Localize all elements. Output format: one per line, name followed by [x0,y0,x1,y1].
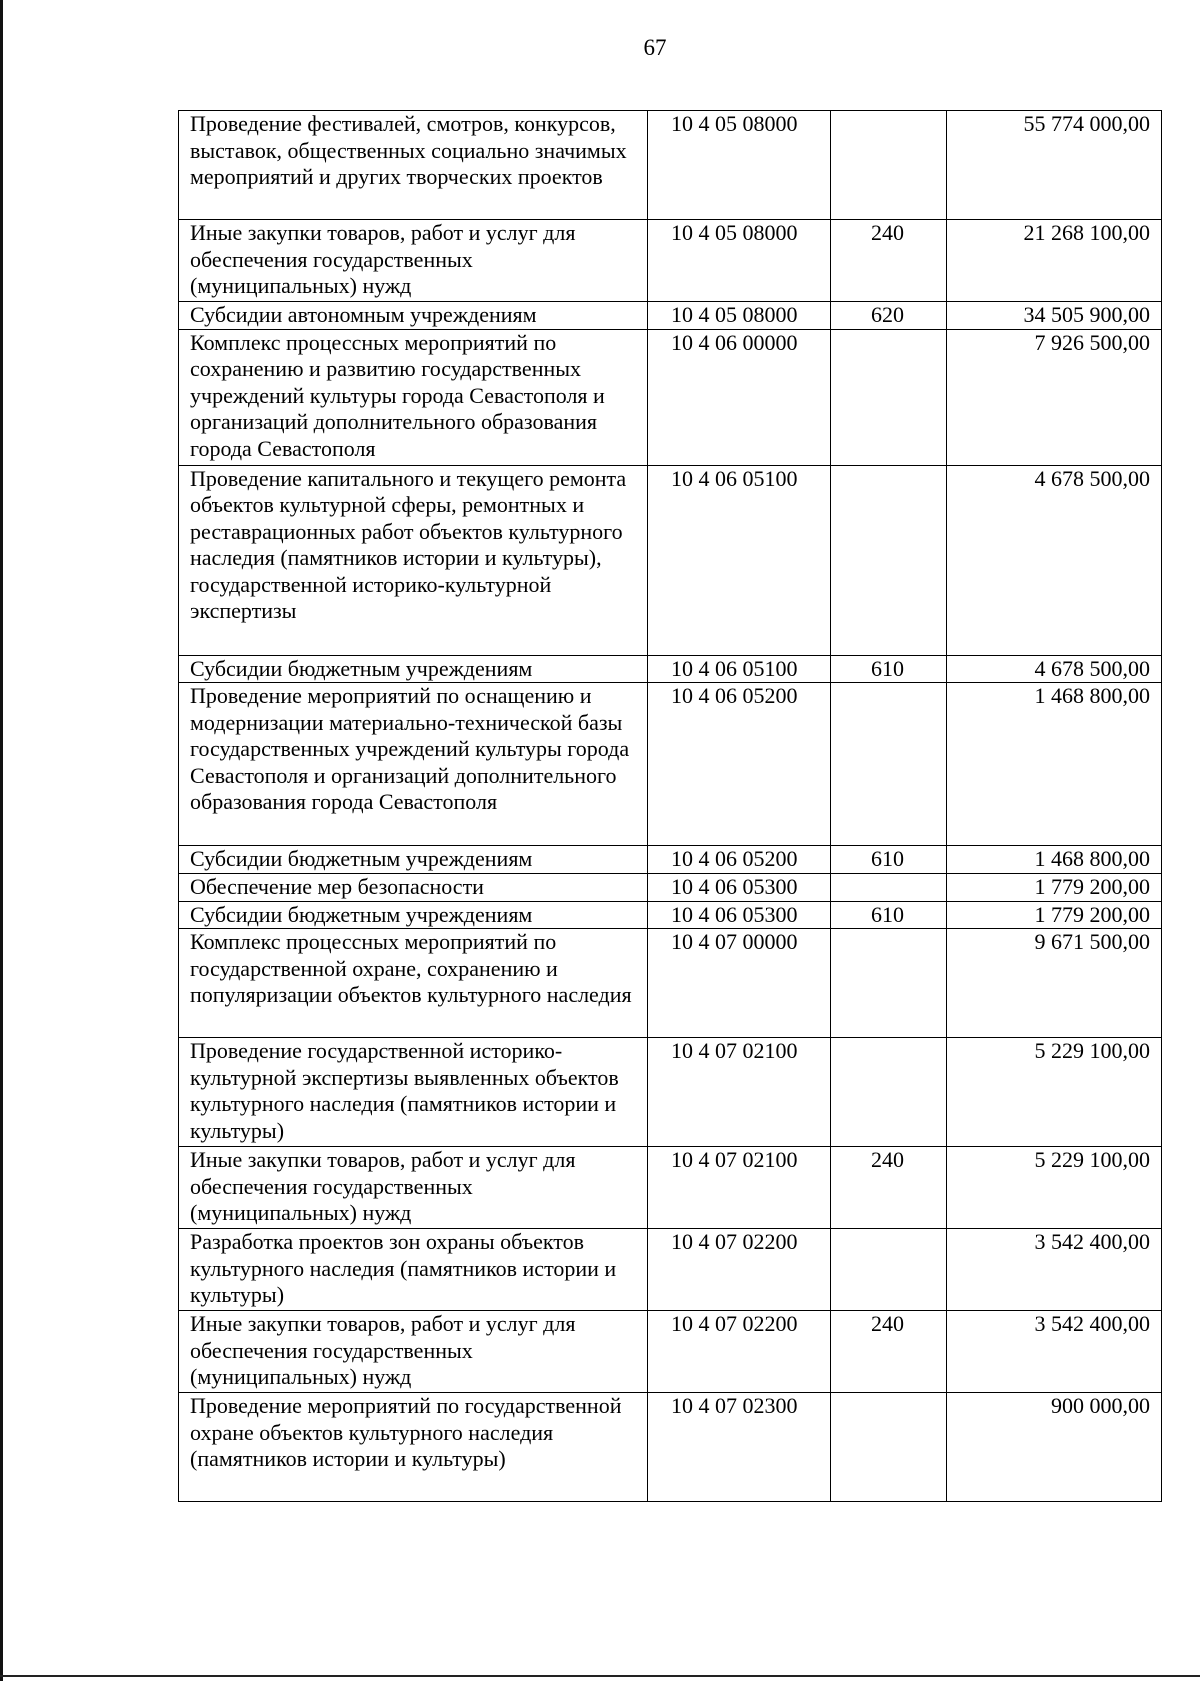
row-name-cell: Разработка проектов зон охраны объектов культурного наследия (памятников истории и культуры) [179,1229,648,1311]
row-code-cell: 10 4 07 02100 [648,1147,831,1229]
table-row [179,220,1162,302]
row-amount-cell: 1 779 200,00 [947,873,1162,901]
row-name-cell: Иные закупки товаров, работ и услуг для обеспечения государственных (муниципальных) нужд [179,1311,648,1393]
table-row [179,846,1162,874]
row-name-cell: Комплекс процессных мероприятий по государственной охране, сохранению и популяризации объектов культурного наследия [179,929,648,1038]
row-name-cell: Обеспечение мер безопасности [179,873,648,901]
row-name-cell: Комплекс процессных мероприятий по сохранению и развитию государственных учреждений культуры города Севастополя и организаций дополнительного образования города Севастополя [179,329,648,465]
row-amount-cell: 1 779 200,00 [947,901,1162,929]
row-expense-type-cell: 610 [831,846,947,874]
row-amount-cell: 5 229 100,00 [947,1038,1162,1147]
row-name-cell: Проведение государственной историко-культурной экспертизы выявленных объектов культурного наследия (памятников истории и культуры) [179,1038,648,1147]
table-row [179,873,1162,901]
row-amount-cell: 4 678 500,00 [947,655,1162,683]
row-code-cell: 10 4 06 05300 [648,873,831,901]
row-amount-cell: 900 000,00 [947,1393,1162,1502]
row-name-cell: Иные закупки товаров, работ и услуг для обеспечения государственных (муниципальных) нужд [179,220,648,302]
row-code-cell: 10 4 06 05100 [648,655,831,683]
row-code-cell: 10 4 06 05300 [648,901,831,929]
row-name-cell: Субсидии бюджетным учреждениям [179,846,648,874]
table-row [179,1311,1162,1393]
row-amount-cell: 7 926 500,00 [947,329,1162,465]
row-name-cell: Проведение мероприятий по оснащению и модернизации материально-технической базы государственных учреждений культуры города Севастополя и организаций дополнительного образования города Севастополя [179,683,648,846]
row-name-cell: Проведение капитального и текущего ремонта объектов культурной сферы, ремонтных и реставрационных работ объектов культурного наследия (памятников истории и культуры), государственной историко-культурной экспертизы [179,465,648,655]
row-expense-type-cell: 240 [831,220,947,302]
row-amount-cell: 55 774 000,00 [947,111,1162,220]
row-expense-type-cell [831,873,947,901]
row-code-cell: 10 4 05 08000 [648,111,831,220]
row-name-cell: Проведение мероприятий по государственной охране объектов культурного наследия (памятников истории и культуры) [179,1393,648,1502]
row-expense-type-cell [831,929,947,1038]
table-row [179,1229,1162,1311]
table-row [179,929,1162,1038]
row-code-cell: 10 4 06 00000 [648,329,831,465]
row-name-cell: Субсидии бюджетным учреждениям [179,901,648,929]
row-code-cell: 10 4 07 00000 [648,929,831,1038]
table-row [179,111,1162,220]
table-row [179,901,1162,929]
row-expense-type-cell: 240 [831,1311,947,1393]
page-number: 67 [643,35,667,60]
table-row [179,683,1162,846]
row-expense-type-cell [831,1038,947,1147]
row-amount-cell: 1 468 800,00 [947,683,1162,846]
table-row [179,329,1162,465]
row-expense-type-cell: 620 [831,302,947,330]
scan-border-left [0,0,3,1681]
row-code-cell: 10 4 06 05200 [648,683,831,846]
table-row [179,1038,1162,1147]
row-expense-type-cell [831,683,947,846]
row-code-cell: 10 4 07 02200 [648,1229,831,1311]
row-code-cell: 10 4 06 05100 [648,465,831,655]
row-expense-type-cell: 610 [831,901,947,929]
row-code-cell: 10 4 05 08000 [648,220,831,302]
budget-table [178,110,1162,1502]
row-expense-type-cell: 240 [831,1147,947,1229]
scan-border-bottom [0,1675,1200,1677]
row-code-cell: 10 4 07 02200 [648,1311,831,1393]
row-amount-cell: 3 542 400,00 [947,1311,1162,1393]
row-amount-cell: 1 468 800,00 [947,846,1162,874]
table-row [179,1147,1162,1229]
row-amount-cell: 3 542 400,00 [947,1229,1162,1311]
row-expense-type-cell [831,111,947,220]
row-code-cell: 10 4 07 02100 [648,1038,831,1147]
row-amount-cell: 9 671 500,00 [947,929,1162,1038]
row-amount-cell: 4 678 500,00 [947,465,1162,655]
row-expense-type-cell: 610 [831,655,947,683]
row-code-cell: 10 4 05 08000 [648,302,831,330]
row-amount-cell: 34 505 900,00 [947,302,1162,330]
table-row [179,655,1162,683]
table-row [179,1393,1162,1502]
row-name-cell: Проведение фестивалей, смотров, конкурсов, выставок, общественных социально значимых мероприятий и других творческих проектов [179,111,648,220]
row-expense-type-cell [831,1229,947,1311]
table-row [179,302,1162,330]
row-amount-cell: 21 268 100,00 [947,220,1162,302]
row-expense-type-cell [831,1393,947,1502]
row-code-cell: 10 4 07 02300 [648,1393,831,1502]
row-code-cell: 10 4 06 05200 [648,846,831,874]
row-amount-cell: 5 229 100,00 [947,1147,1162,1229]
row-name-cell: Субсидии автономным учреждениям [179,302,648,330]
table-row [179,465,1162,655]
row-name-cell: Субсидии бюджетным учреждениям [179,655,648,683]
row-name-cell: Иные закупки товаров, работ и услуг для обеспечения государственных (муниципальных) нужд [179,1147,648,1229]
row-expense-type-cell [831,465,947,655]
row-expense-type-cell [831,329,947,465]
